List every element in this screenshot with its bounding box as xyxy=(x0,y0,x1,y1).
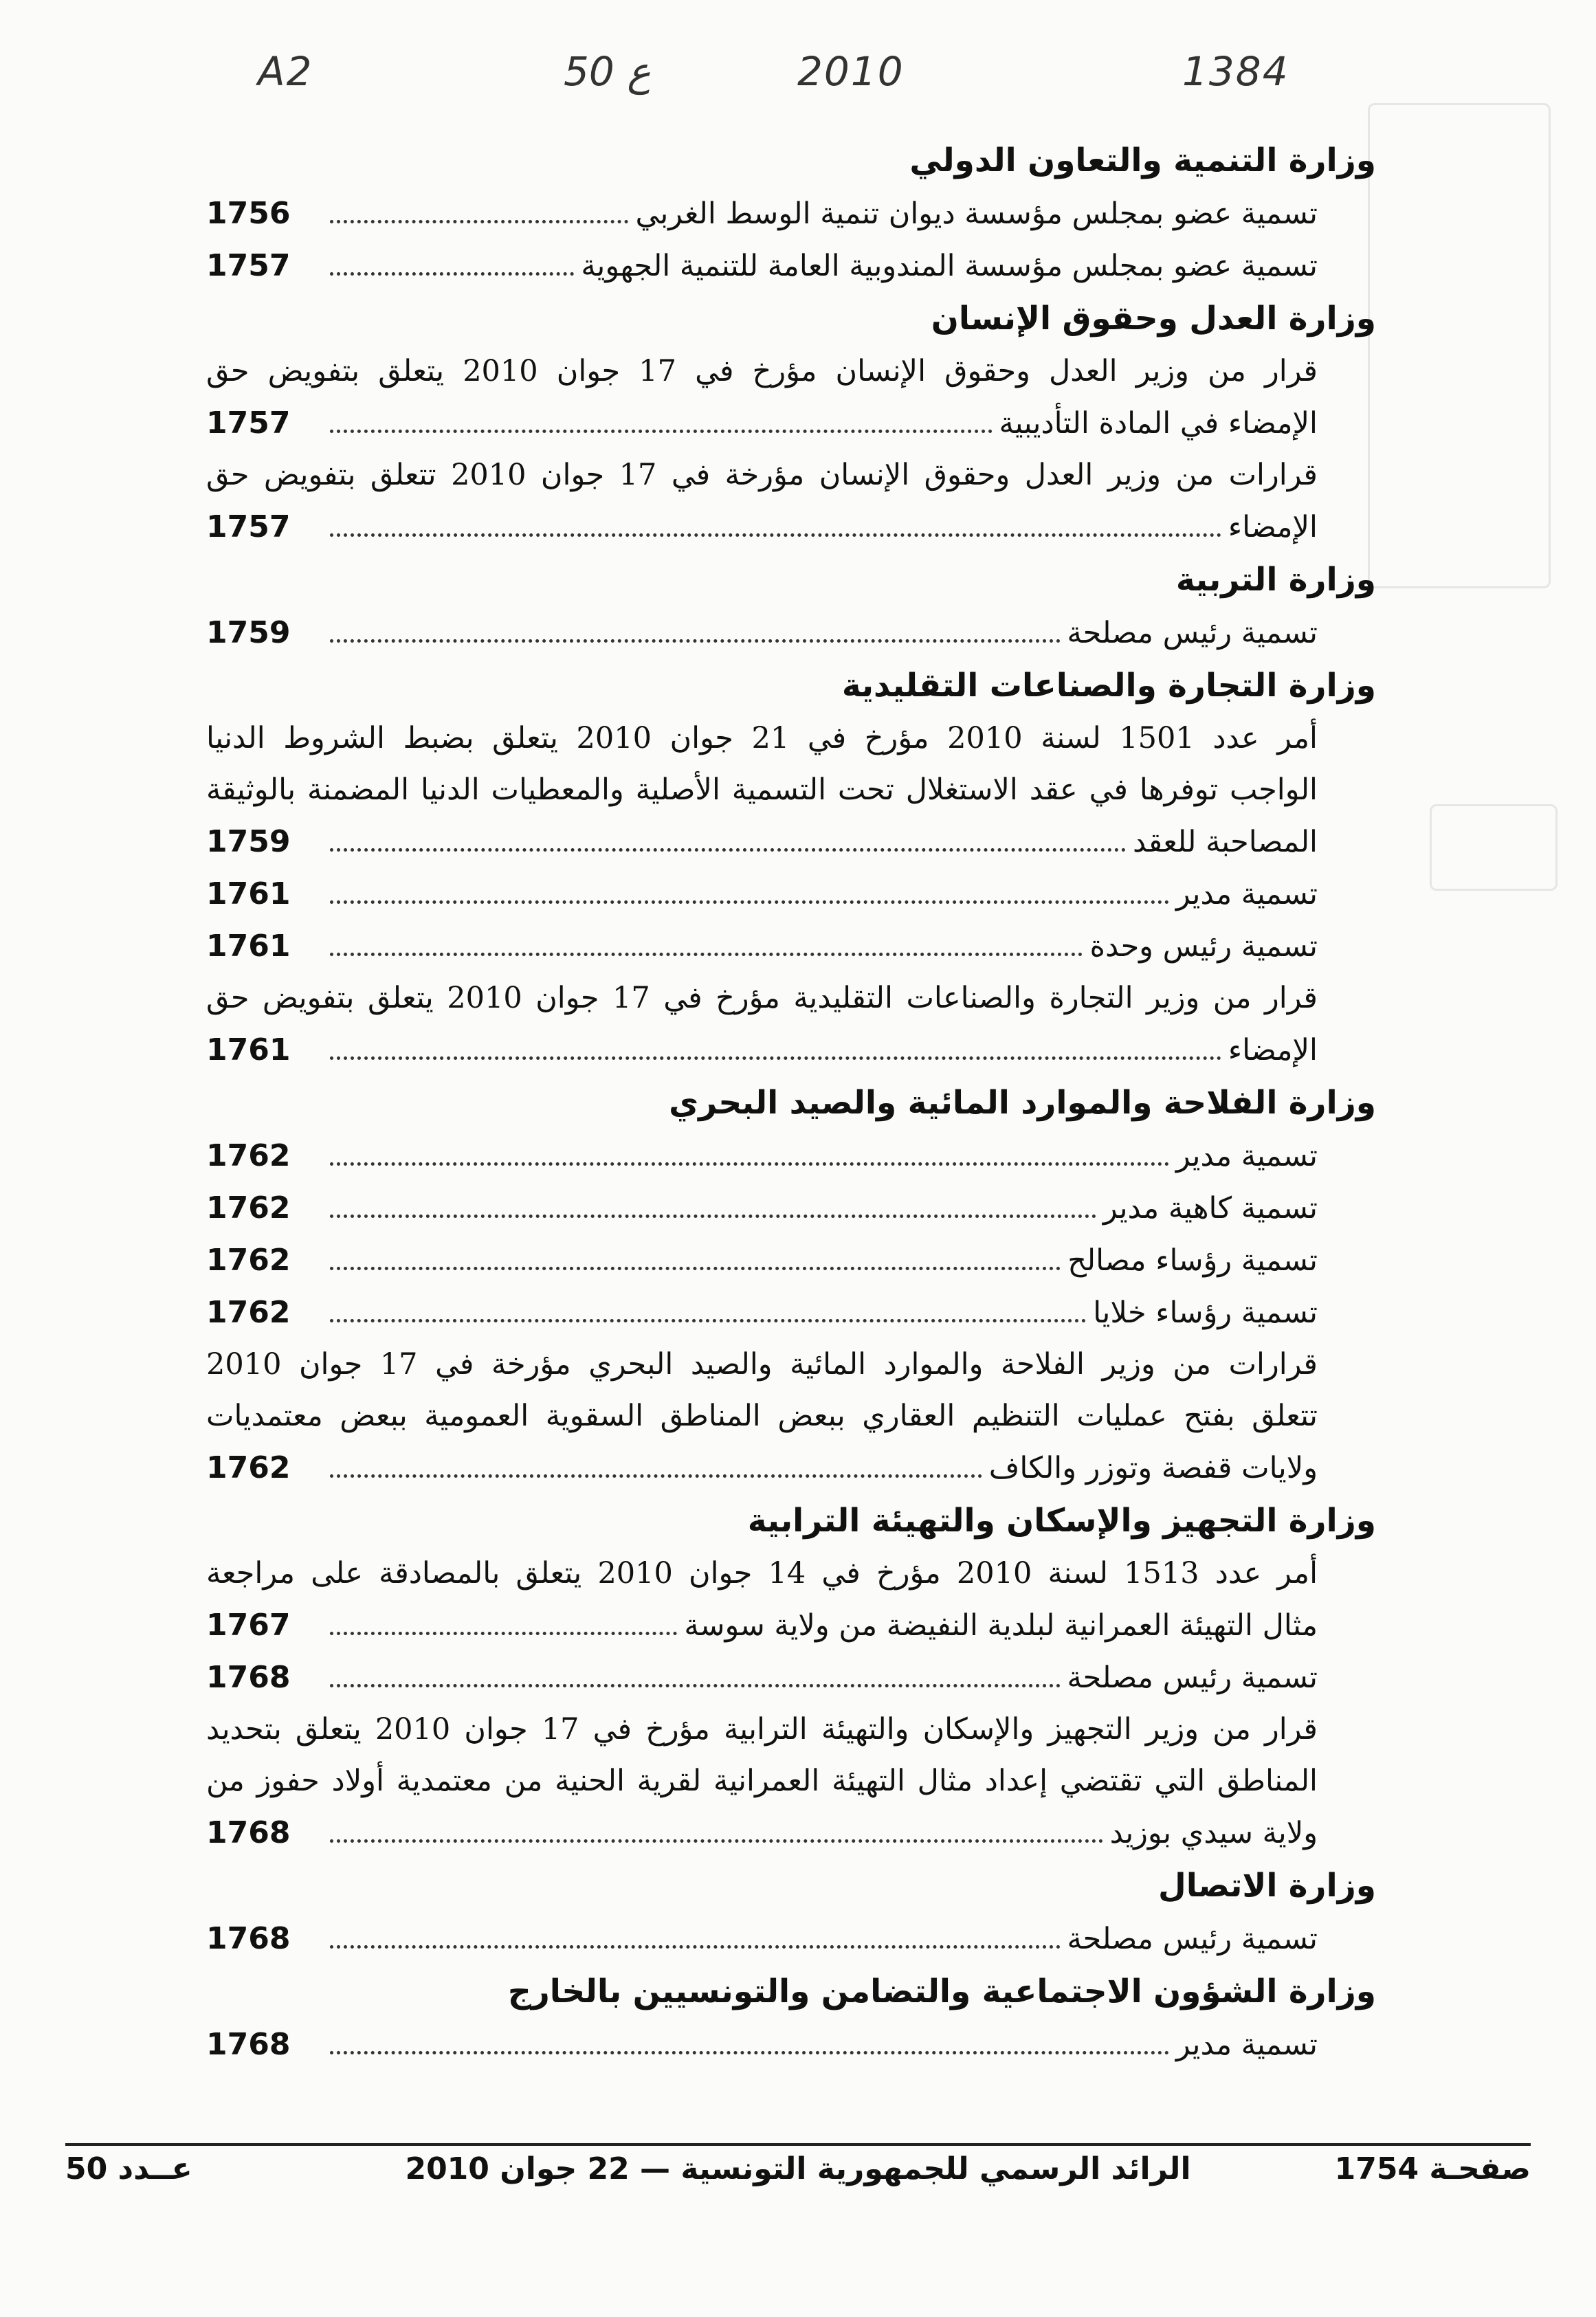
toc-entry xyxy=(206,450,1376,553)
entry-page-number: 1768 xyxy=(206,1660,291,1695)
dot-leader xyxy=(330,953,1083,956)
entry-text: قرار من وزير العدل وحقوق الإنسان مؤرخ في 17 جوان 2010 يتعلق بتفويض حق xyxy=(206,354,1318,388)
entry-page-number: 1762 xyxy=(206,1190,291,1226)
entry-text: قرار من وزير التجارة والصناعات التقليدية مؤرخ في 17 جوان 2010 يتعلق بتفويض حق xyxy=(206,981,1318,1015)
entry-final-line xyxy=(206,1599,1376,1652)
entry-text: تسمية مدير xyxy=(1175,2028,1318,2062)
dot-leader xyxy=(330,1945,1061,1949)
dot-leader xyxy=(330,1684,1061,1687)
entry-text: تسمية عضو بمجلس مؤسسة ديوان تنمية الوسط الغربي xyxy=(635,197,1318,231)
entry-text: تسمية عضو بمجلس مؤسسة المندوبية العامة للتنمية الجهوية xyxy=(581,249,1318,283)
dot-leader xyxy=(330,900,1169,904)
section-title: وزارة التربية xyxy=(1175,561,1376,599)
toc-entry xyxy=(206,346,1376,450)
entry-page-number: 1762 xyxy=(206,1243,291,1278)
entry-page-number: 1768 xyxy=(206,1815,291,1850)
entry-text: المناطق التي تقتضي إعداد مثال التهيئة العمرانية لقرية الحنية من معتمدية أولاد حفوز من xyxy=(206,1764,1318,1798)
entry-text: الواجب توفرها في عقد الاستغلال تحت التسمية الأصلية والمعطيات الدنيا المضمنة بالوثيقة xyxy=(206,773,1318,807)
entry-text: تسمية مدير xyxy=(1175,1139,1318,1173)
entry-final-line xyxy=(206,816,1376,868)
entry-final-line xyxy=(206,501,1376,553)
dot-leader xyxy=(330,1056,1221,1060)
toc-section xyxy=(206,659,1376,1076)
entry-final-line xyxy=(206,1234,1376,1287)
dot-leader xyxy=(330,1215,1096,1218)
section-title: وزارة التجارة والصناعات التقليدية xyxy=(841,667,1376,705)
toc-entry xyxy=(206,1704,1376,1859)
footer-issue-number: عــدد 50 xyxy=(65,2151,192,2186)
entry-text: تسمية رئيس مصلحة xyxy=(1067,1922,1318,1956)
entry-page-number: 1759 xyxy=(206,824,291,859)
toc-entry xyxy=(206,973,1376,1076)
toc-entry xyxy=(206,1652,1376,1704)
entry-text: تسمية رؤساء مصالح xyxy=(1067,1243,1318,1278)
entry-text: تسمية رئيس مصلحة xyxy=(1067,616,1318,650)
toc-entry xyxy=(206,1130,1376,1182)
entry-final-line xyxy=(206,1130,1376,1182)
entry-page-number: 1759 xyxy=(206,615,291,650)
entry-text: مثال التهيئة العمرانية لبلدية النفيضة من ولاية سوسة xyxy=(684,1608,1318,1643)
entry-final-line xyxy=(206,240,1376,292)
toc-entry xyxy=(206,1287,1376,1339)
entry-text: أمر عدد 1513 لسنة 2010 مؤرخ في 14 جوان 2010 يتعلق بالمصادقة على مراجعة xyxy=(206,1556,1318,1590)
toc-entry xyxy=(206,713,1376,868)
entry-final-line xyxy=(206,1442,1376,1494)
entry-text: ولاية سيدي بوزيد xyxy=(1109,1816,1318,1850)
section-title: وزارة الاتصال xyxy=(1157,1867,1376,1905)
dot-leader xyxy=(330,1632,677,1635)
toc-entry xyxy=(206,920,1376,973)
entry-text: الإمضاء في المادة التأديبية xyxy=(999,406,1318,441)
toc-entry xyxy=(206,188,1376,240)
toc-entry xyxy=(206,607,1376,659)
handwritten-note-3: 2010 xyxy=(797,48,905,95)
toc-entry xyxy=(206,868,1376,920)
entry-text: الإمضاء xyxy=(1228,510,1318,544)
toc-section xyxy=(206,134,1376,292)
entry-page-number: 1768 xyxy=(206,2027,291,2062)
table-of-contents xyxy=(206,134,1376,2071)
toc-section xyxy=(206,553,1376,659)
entry-text: تسمية رؤساء خلايا xyxy=(1093,1296,1318,1330)
toc-section xyxy=(206,1859,1376,1965)
entry-text: تتعلق بفتح عمليات التنظيم العقاري ببعض المناطق السقوية العمومية ببعض معتمديات xyxy=(206,1399,1318,1433)
dot-leader xyxy=(330,272,574,276)
bleed-through-box xyxy=(1368,103,1551,588)
dot-leader xyxy=(330,1474,982,1478)
bleed-through-box xyxy=(1430,804,1558,891)
dot-leader xyxy=(330,848,1126,852)
entry-text: تسمية مدير xyxy=(1175,877,1318,911)
handwritten-note-4: 1384 xyxy=(1182,48,1289,95)
entry-final-line xyxy=(206,397,1376,450)
toc-section xyxy=(206,1965,1376,2071)
entry-final-line xyxy=(206,1913,1376,1965)
toc-section xyxy=(206,1494,1376,1859)
footer-page-number: صفحـة 1754 xyxy=(1334,2151,1531,2186)
entry-final-line xyxy=(206,1807,1376,1859)
dot-leader xyxy=(330,1162,1169,1166)
entry-text: قرارات من وزير العدل وحقوق الإنسان مؤرخة في 17 جوان 2010 تتعلق بتفويض حق xyxy=(206,458,1318,492)
dot-leader xyxy=(330,220,628,223)
handwritten-note-1: A2 xyxy=(258,48,313,95)
entry-final-line xyxy=(206,188,1376,240)
entry-text: الإمضاء xyxy=(1228,1033,1318,1067)
entry-page-number: 1757 xyxy=(206,406,291,441)
entry-text: المصاحبة للعقد xyxy=(1133,825,1318,859)
dot-leader xyxy=(330,430,993,433)
entry-page-number: 1761 xyxy=(206,876,291,911)
footer-divider xyxy=(65,2143,1531,2146)
entry-final-line xyxy=(206,1182,1376,1234)
entry-page-number: 1761 xyxy=(206,929,291,964)
section-title: وزارة التنمية والتعاون الدولي xyxy=(909,142,1376,179)
entry-final-line xyxy=(206,1287,1376,1339)
toc-entry xyxy=(206,2019,1376,2071)
dot-leader xyxy=(330,1319,1086,1322)
toc-section xyxy=(206,1076,1376,1494)
entry-page-number: 1768 xyxy=(206,1921,291,1956)
section-title: وزارة الشؤون الاجتماعية والتضامن والتونسيين بالخارج xyxy=(507,1973,1376,2010)
entry-page-number: 1762 xyxy=(206,1138,291,1173)
entry-text: قرار من وزير التجهيز والإسكان والتهيئة الترابية مؤرخ في 17 جوان 2010 يتعلق بتحديد xyxy=(206,1712,1318,1747)
entry-final-line xyxy=(206,868,1376,920)
entry-final-line xyxy=(206,920,1376,973)
toc-entry xyxy=(206,1234,1376,1287)
entry-final-line xyxy=(206,2019,1376,2071)
entry-final-line xyxy=(206,1024,1376,1076)
section-title: وزارة الفلاحة والموارد المائية والصيد البحري xyxy=(669,1084,1376,1122)
toc-entry xyxy=(206,1182,1376,1234)
dot-leader xyxy=(330,1839,1103,1843)
entry-text: تسمية كاهية مدير xyxy=(1102,1191,1318,1226)
dot-leader xyxy=(330,1267,1061,1270)
section-title: وزارة التجهيز والإسكان والتهيئة الترابية xyxy=(747,1502,1376,1540)
toc-entry xyxy=(206,1548,1376,1652)
entry-page-number: 1757 xyxy=(206,248,291,283)
dot-leader xyxy=(330,533,1221,537)
section-title: وزارة العدل وحقوق الإنسان xyxy=(931,300,1376,337)
toc-section xyxy=(206,292,1376,553)
toc-entry xyxy=(206,1339,1376,1494)
entry-text: تسمية رئيس وحدة xyxy=(1089,929,1318,964)
handwritten-note-2: 50 ع xyxy=(564,48,651,95)
entry-text: ولايات قفصة وتوزر والكاف xyxy=(988,1451,1318,1485)
entry-text: قرارات من وزير الفلاحة والموارد المائية والصيد البحري مؤرخة في 17 جوان 2010 xyxy=(206,1347,1318,1382)
dot-leader xyxy=(330,639,1061,643)
dot-leader xyxy=(330,2051,1169,2054)
entry-page-number: 1762 xyxy=(206,1450,291,1485)
entry-text: أمر عدد 1501 لسنة 2010 مؤرخ في 21 جوان 2010 يتعلق بضبط الشروط الدنيا xyxy=(206,721,1318,755)
entry-text: تسمية رئيس مصلحة xyxy=(1067,1661,1318,1695)
entry-page-number: 1767 xyxy=(206,1608,291,1643)
entry-final-line xyxy=(206,607,1376,659)
entry-page-number: 1762 xyxy=(206,1295,291,1330)
footer-journal-title: الرائد الرسمي للجمهورية التونسية — 22 جوان 2010 xyxy=(405,2151,1191,2186)
entry-final-line xyxy=(206,1652,1376,1704)
entry-page-number: 1756 xyxy=(206,196,291,231)
toc-entry xyxy=(206,240,1376,292)
entry-page-number: 1761 xyxy=(206,1032,291,1067)
entry-page-number: 1757 xyxy=(206,509,291,544)
toc-entry xyxy=(206,1913,1376,1965)
